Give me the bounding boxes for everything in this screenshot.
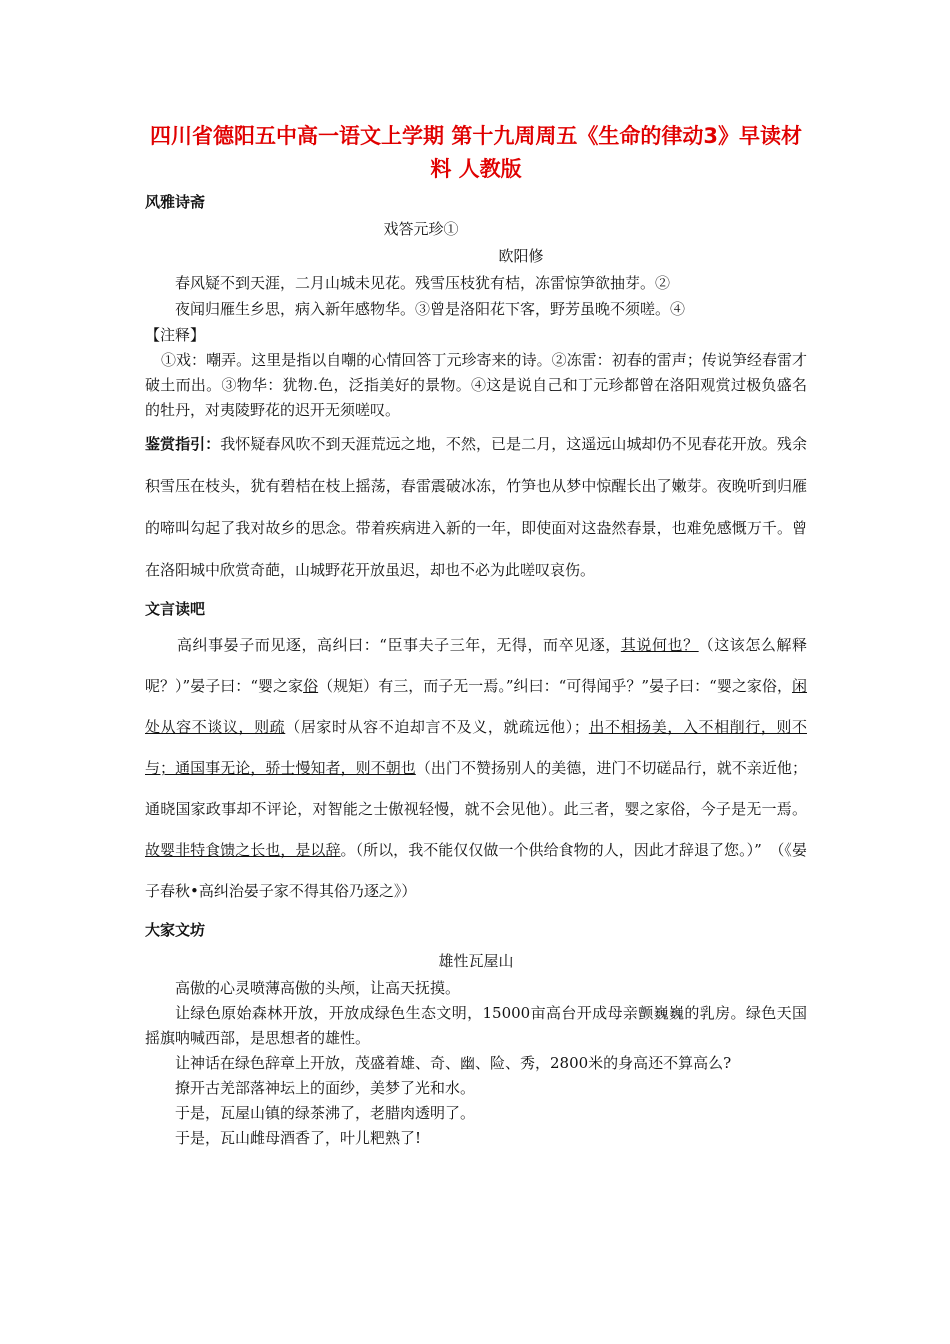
poem-line-1: 春风疑不到天涯，二月山城未见花。残雪压枝犹有桔，冻雷惊笋欲抽芽。② [175, 274, 671, 292]
appreciation-text: 我怀疑春风吹不到天涯荒远之地，不然，已是二月，这遥远山城却仍不见春花开放。残余积雪压在枝头，犹有碧桔在枝上摇荡，春雷震破冰冻，竹笋也从梦中惊醒长出了嫩芽。夜晚听到归雁的啼叫勾起了我对故乡的思念。带着疾病进入新的一年，即使面对这盎然春景，也难免感慨万千。曾在洛阳城中欣赏奇葩，山城野花开放虽迟，却也不必为此嗟叹哀伤。 [145, 435, 807, 579]
appreciation-paragraph [145, 423, 807, 591]
section-heading-classical: 文言读吧 [145, 600, 206, 618]
classical-seg-7: （居家时从容不迫却言不及义，就疏远他）； [285, 718, 589, 736]
classical-text [145, 625, 807, 912]
classical-seg-9: （出门不赞扬别人的美德，进门不切磋品行，就不亲近他；通晓国家政事却不评论，对智能之士傲视轻慢，就不会见他）。此三者，婴之家俗，今子是无一焉。 [145, 759, 807, 818]
section-heading-poetry: 风雅诗斋 [145, 193, 206, 211]
classical-underlined-2: 俗 [303, 677, 319, 695]
notes-text: ①戏：嘲弄。这里是指以自嘲的心情回答丁元珍寄来的诗。②冻雷：初春的雷声；传说笋经春雷才破土而出。③物华：犹物.色，泛指美好的景物。④这是说自己和丁元珍都曾在洛阳观赏过极负盛名的牡丹，对夷陵野花的迟开无须嗟叹。 [145, 351, 807, 419]
classical-seg-5: （规矩）有三，而子无一焉。”纠曰：“可得闻乎？”晏子曰：“婴之家俗， [318, 677, 792, 695]
poem-title: 戏答元珍① [383, 220, 459, 238]
poem-line-2: 夜闻归雁生乡思，病入新年感物华。③曾是洛阳花下客，野芳虽晚不须嗟。④ [175, 300, 686, 318]
classical-seg-3: （这该怎么解释呢？）”晏子曰：“婴之家 [145, 636, 807, 695]
essay-paragraph-2: 让绿色原始森林开放，开放成绿色生态文明，15000亩高台开成母亲颤巍巍的乳房。绿色天国摇旗呐喊西部，是思想者的雄性。 [145, 1004, 807, 1047]
poem-author: 欧阳修 [498, 247, 544, 265]
classical-underlined-3: 闲处从容不谈议，则疏 [145, 677, 807, 736]
section-heading-essay: 大家文坊 [145, 921, 206, 939]
essay-title: 雄性瓦屋山 [438, 952, 514, 970]
classical-seg-1: 高纠事晏子而见逐，高纠曰：“臣事夫子三年，无得，而卒见逐， [177, 636, 621, 654]
classical-underlined-5: 故婴非特食馈之长也，是以辞 [145, 841, 341, 859]
essay-paragraph-3: 让神话在绿色辞章上开放，茂盛着雄、奇、幽、险、秀，2800米的身高还不算高么? [175, 1054, 732, 1072]
essay-paragraph-5: 于是，瓦屋山镇的绿茶沸了，老腊肉透明了。 [175, 1104, 476, 1122]
essay-paragraph-6: 于是，瓦山雌母酒香了，叶儿粑熟了! [175, 1129, 422, 1147]
classical-underlined-4: 出不相扬美，入不相削行，则不与；通国事无论，骄士慢知者，则不朝也 [145, 718, 807, 777]
notes-label: 【注释】 [145, 326, 206, 344]
essay-paragraph-1: 高傲的心灵喷薄高傲的头颅，让高天抚摸。 [175, 979, 461, 997]
classical-underlined-1: 其说何也？ [620, 636, 699, 654]
document-page [145, 120, 807, 1151]
classical-seg-11: 。（所以，我不能仅仅做一个供给食物的人，因此才辞退了您。）” （《晏子春秋•高纠治晏子家不得其俗乃逐之》） [145, 841, 807, 900]
document-title: 四川省德阳五中高一语文上学期 第十九周周五《生命的律动3》早读材料 人教版 [150, 124, 802, 181]
essay-paragraph-4: 撩开古羌部落神坛上的面纱，美梦了光和水。 [175, 1079, 476, 1097]
appreciation-label: 鉴赏指引： [145, 435, 221, 453]
